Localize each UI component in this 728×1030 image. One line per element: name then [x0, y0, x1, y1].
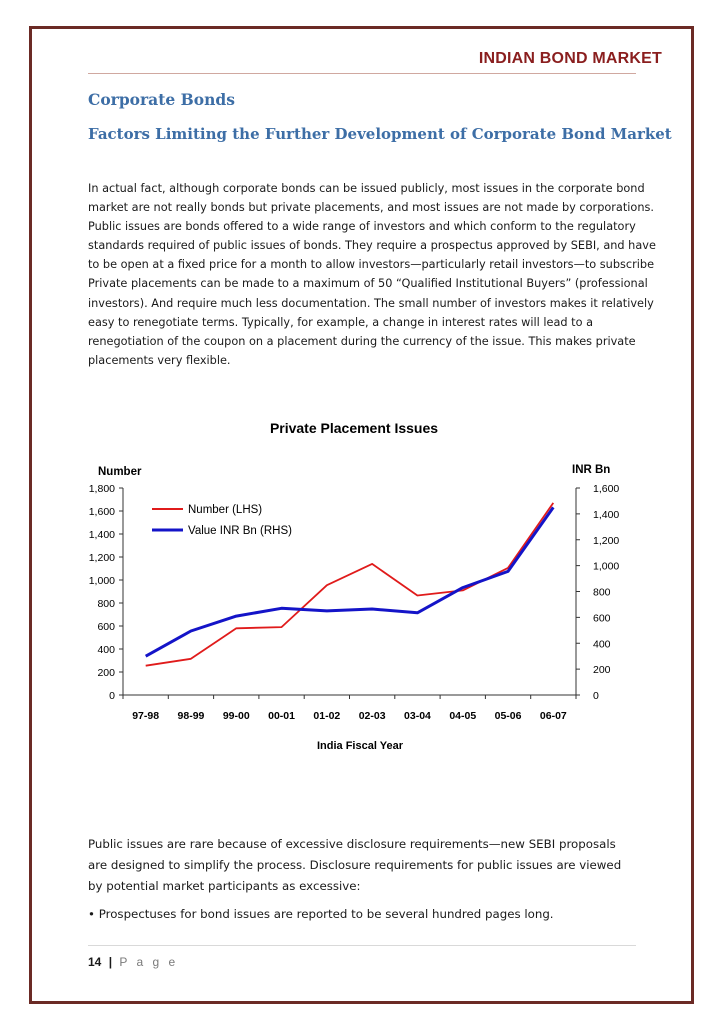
left-tick-label: 800: [97, 598, 115, 610]
section-heading: Corporate Bonds: [88, 90, 235, 109]
page-number: 14: [88, 955, 102, 969]
left-tick-label: 400: [97, 644, 115, 656]
footer-rule: [88, 945, 636, 946]
right-tick-label: 800: [593, 586, 611, 599]
text-line: are designed to simplify the process. Disclosure requirements for public issues are viewed: [88, 858, 622, 872]
text-line: to be open at a fixed price for a month to allow investors—particularly retail investors—to subscribe: [88, 258, 655, 272]
left-tick-label: 200: [97, 667, 115, 679]
x-tick-label: 03-04: [404, 710, 431, 722]
bullet-item: • Prospectuses for bond issues are reported to be several hundred pages long.: [88, 907, 554, 921]
left-tick-label: 1,800: [88, 483, 115, 495]
left-tick-label: 1,600: [88, 506, 115, 518]
page-label: P a g e: [119, 955, 179, 969]
x-tick-label: 98-99: [177, 710, 205, 722]
page-footer: [88, 955, 178, 969]
legend-label-value: Value INR Bn (RHS): [188, 525, 292, 537]
text-line: placements very flexible.: [88, 353, 231, 367]
text-line: Private placements can be made to a maximum of 50 “Qualified Institutional Buyers” (professional: [88, 277, 648, 291]
disclosure-paragraph: [88, 834, 648, 897]
x-tick-label: 05-06: [494, 710, 522, 722]
right-tick-label: 1,400: [593, 508, 620, 521]
legend-label-number: Number (LHS): [188, 504, 263, 516]
x-tick-label: 01-02: [313, 710, 341, 722]
subsection-heading: Factors Limiting the Further Development of Corporate Bond Market: [88, 125, 672, 143]
right-axis-label: INR Bn: [572, 464, 611, 476]
text-line: Public issues are rare because of excessive disclosure requirements—new SEBI proposals: [88, 837, 616, 851]
x-tick-label: 00-01: [268, 710, 295, 722]
left-tick-label: 0: [109, 690, 115, 702]
right-tick-label: 0: [593, 690, 599, 702]
text-line: renegotiation of the coupon on a placement during the currency of the issue. This makes private: [88, 334, 636, 348]
text-line: market are not really bonds but private placements, and most issues are not made by corporations.: [88, 201, 654, 215]
text-line: Public issues are bonds offered to a wide range of investors and which conform to the regulatory: [88, 220, 636, 234]
left-axis-label: Number: [98, 466, 142, 478]
left-tick-label: 1,400: [88, 529, 115, 541]
text-line: investors). And require much less documentation. The small number of investors makes it relatively: [88, 296, 654, 310]
right-tick-label: 400: [593, 638, 611, 651]
header-title: INDIAN BOND MARKET: [478, 50, 662, 67]
footer-separator: |: [108, 955, 113, 969]
x-tick-label: 97-98: [132, 710, 160, 722]
left-tick-label: 1,000: [88, 575, 115, 587]
right-tick-label: 600: [593, 612, 611, 625]
left-tick-label: 1,200: [88, 552, 115, 564]
right-tick-label: 1,200: [593, 534, 620, 547]
x-tick-label: 04-05: [449, 710, 477, 722]
right-tick-label: 200: [593, 664, 611, 677]
text-line: standards required of public issues of bonds. They require a prospectus approved by SEBI, and have: [88, 239, 656, 253]
text-line: by potential market participants as excessive:: [88, 879, 361, 893]
left-tick-label: 600: [97, 621, 115, 633]
text-line: In actual fact, although corporate bonds can be issued publicly, most issues in the corporate bond: [88, 182, 645, 195]
x-axis-label: India Fiscal Year: [316, 740, 404, 752]
x-tick-label: 02-03: [358, 710, 386, 722]
text-line: easy to renegotiate terms. Typically, for example, a change in interest rates will lead to a: [88, 315, 594, 329]
right-tick-label: 1,000: [593, 560, 620, 573]
chart-title: Private Placement Issues: [269, 420, 439, 436]
x-tick-label: 99-00: [222, 710, 250, 722]
right-tick-label: 1,600: [593, 483, 620, 495]
x-tick-label: 06-07: [539, 710, 567, 722]
